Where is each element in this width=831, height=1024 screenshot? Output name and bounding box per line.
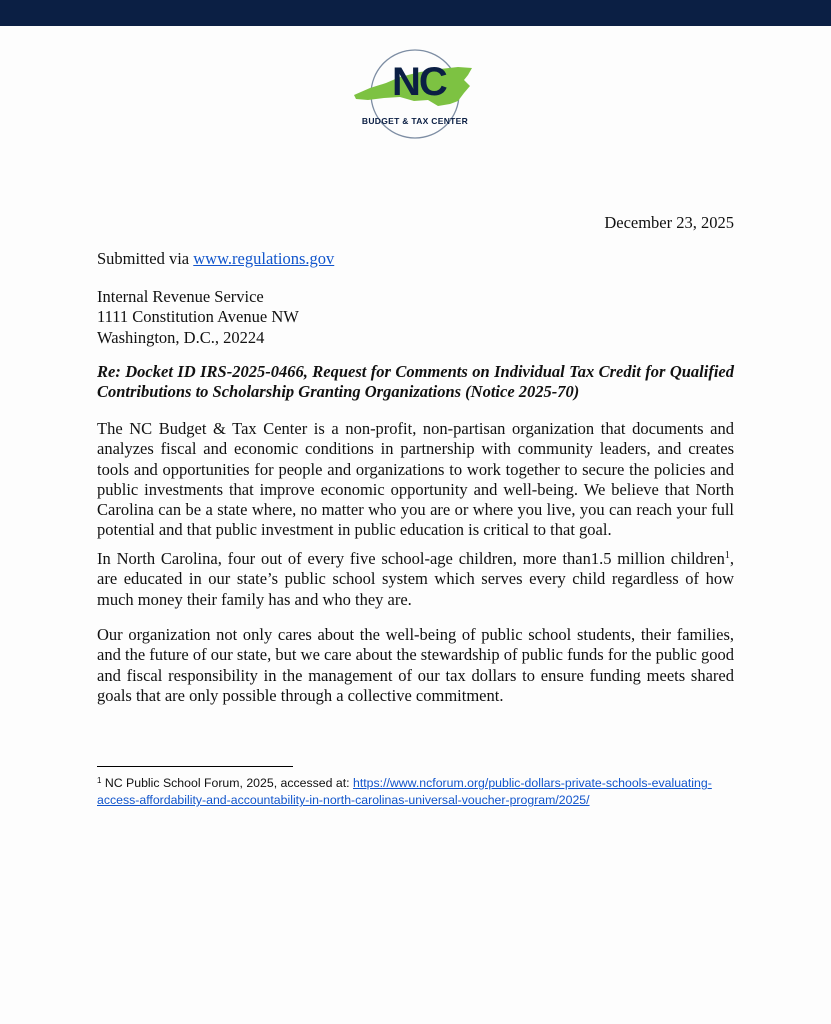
submitted-via-label: Submitted via [97,249,190,268]
footnote [97,775,737,809]
paragraph-3: Our organization not only cares about the well-being of public school students, their families, and the future of our state, but we care about the stewardship of public funds for the public good and fiscal responsibility in the management of our tax dollars to ensure funding meets shared goals that are only possible through a collective commitment. [97,625,734,705]
top-banner [0,0,831,26]
paragraph-2-text-after: , are educated in our state’s public school system which serves every child regardless of how much money their family has and who they are. [97,549,734,609]
letter-date: December 23, 2025 [604,213,734,232]
paragraph-2-text-before: In North Carolina, four out of every five school-age children, more than1.5 million children [97,549,725,568]
address-line-2: 1111 Constitution Avenue NW [97,307,299,327]
address-line-1: Internal Revenue Service [97,287,264,306]
regulations-gov-link[interactable]: www.regulations.gov [193,249,335,268]
logo-subtitle: BUDGET & TAX CENTER [361,116,469,126]
footnote-text: NC Public School Forum, 2025, accessed at: [104,776,350,790]
footnote-link[interactable]: https://www.ncforum.org/public-dollars-private-schools-evaluating-access-affordability-and-accountability-in-north-carolinas-universal-voucher-program/2025/ [97,776,712,807]
subject-line: Re: Docket ID IRS-2025-0466, Request for Comments on Individual Tax Credit for Qualified Contributions to Scholarship Granting Organizations (Notice 2025-70) [97,362,734,402]
paragraph-2 [97,549,734,610]
address-line-3: Washington, D.C., 20224 [97,327,265,347]
recipient-address [97,287,737,348]
paragraph-1: The NC Budget & Tax Center is a non-profit, non-partisan organization that documents and analyzes fiscal and economic conditions in partnership with community leaders, and creates tools and opportunities for people and organizations to work together to secure the policies and public investments that improve economic opportunity and well-being. We believe that North Carolina can be a state where, no matter who you are or where you live, you can reach your full potential and that public investment in public education is critical to that goal. [97,419,734,540]
nc-budget-tax-center-logo [340,48,490,144]
footnote-number: 1 [97,776,102,785]
logo-title: NC [392,60,446,104]
footnote-reference[interactable]: 1 [724,550,730,561]
submitted-via-line [97,249,737,269]
footnote-separator [97,766,293,767]
